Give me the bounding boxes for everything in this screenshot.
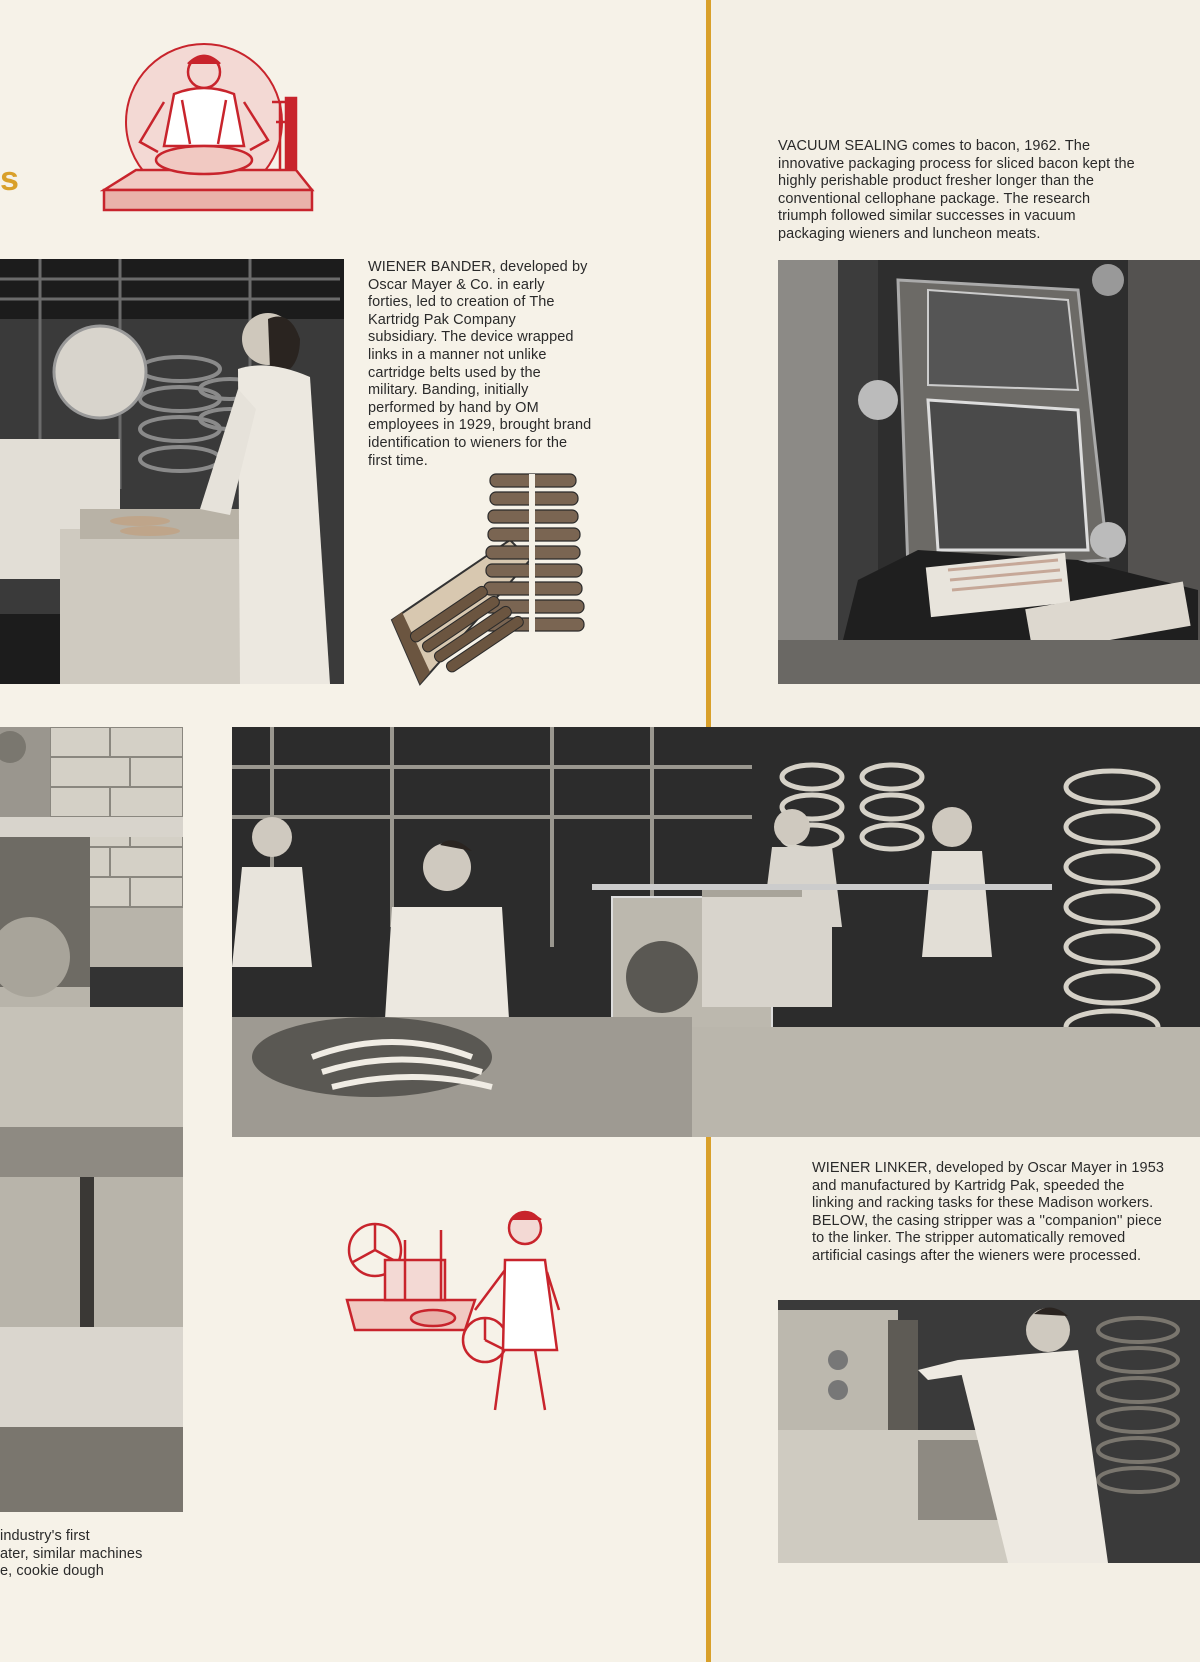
wiener-bander-caption: [368, 259, 638, 470]
vacuum-sealing-caption: [778, 138, 1188, 244]
heading-fragment: s: [0, 160, 19, 198]
butcher-illustration: [100, 42, 316, 214]
wiener-bander-photo: [0, 259, 344, 684]
wiener-linker-caption: [812, 1160, 1200, 1266]
wiener-linker-caption-text: WIENER LINKER, developed by Oscar Mayer in 1953 and manufactured by Kartridg Pak, speeded the linking and racking tasks for these Madison workers. BELOW, the casing stripper was a ''companion'' piece to the linker. The stripper automatically removed artificial casings after the wieners were processed.: [812, 1160, 1165, 1264]
wiener-linker-photo: [232, 727, 1200, 1137]
casing-stripper-photo: [778, 1300, 1200, 1563]
banded-wieners-image: [390, 470, 620, 688]
wiener-bander-caption-text: WIENER BANDER, developed by Oscar Mayer & Co. in early forties, led to creation of The Kartridg Pak Company subsidiary. The device wrapped links in a manner not unlike cartridge belts used by the military. Banding, initially performed by hand by OM employees in 1929, brought brand identification to wieners for the first time.: [368, 259, 592, 469]
machine-photo-left: [0, 727, 183, 1512]
industry-first-caption: [0, 1528, 200, 1581]
industry-first-caption-text: industry's first ater, similar machines e, cookie dough: [0, 1528, 143, 1580]
vacuum-sealing-caption-text: VACUUM SEALING comes to bacon, 1962. The innovative packaging process for sliced bacon kept the highly perishable product fresher longer than the conventional cellophane package. The research triumph followed similar successes in vacuum packaging wieners and luncheon meats.: [778, 138, 1135, 242]
machinist-illustration: [345, 1200, 563, 1418]
vacuum-sealer-photo: [778, 260, 1200, 684]
